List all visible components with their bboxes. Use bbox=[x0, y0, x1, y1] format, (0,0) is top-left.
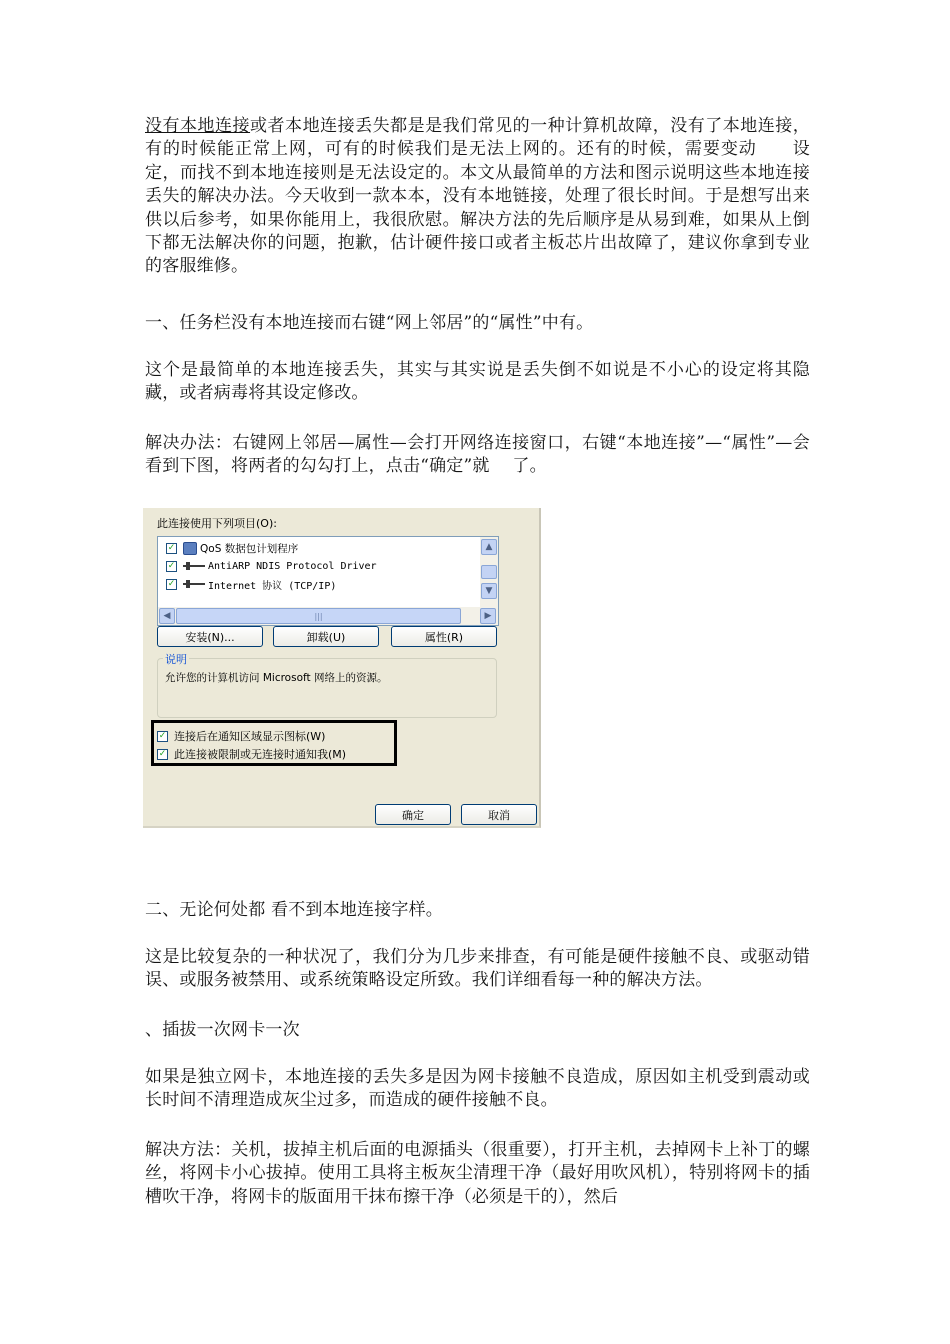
scroll-left-icon[interactable]: ◀ bbox=[159, 608, 175, 624]
items-listbox[interactable] bbox=[157, 536, 499, 626]
step1-heading: 、插拔一次网卡一次 bbox=[145, 1020, 300, 1040]
install-button[interactable]: 安装(N)... bbox=[157, 626, 263, 647]
option-label: 连接后在通知区域显示图标(W) bbox=[174, 730, 326, 743]
properties-button[interactable]: 属性(R) bbox=[391, 626, 497, 647]
properties-dialog-screenshot bbox=[143, 508, 541, 828]
section2-heading: 二、无论何处都 看不到本地连接字样。 bbox=[145, 900, 444, 920]
section2-paragraph-2: 如果是独立网卡，本地连接的丢失多是因为网卡接触不良造成，原因如主机受到震动或长时间不清理造成灰尘过多，而造成的硬件接触不良。 bbox=[145, 1067, 810, 1111]
checkbox-icon[interactable]: ✓ bbox=[167, 578, 176, 589]
scroll-thumb[interactable] bbox=[176, 608, 461, 624]
scroll-right-icon[interactable]: ▶ bbox=[480, 608, 496, 624]
option-label: 此连接被限制或无连接时通知我(M) bbox=[174, 748, 347, 761]
checkbox-icon[interactable]: ✓ bbox=[167, 560, 176, 571]
list-item-label: Internet 协议 (TCP/IP) bbox=[208, 580, 337, 592]
intro-paragraph bbox=[145, 115, 810, 279]
section1-heading: 一、任务栏没有本地连接而右键“网上邻居”的“属性”中有。 bbox=[145, 313, 594, 333]
ok-button[interactable]: 确定 bbox=[375, 804, 451, 825]
scroll-down-icon[interactable]: ▼ bbox=[481, 583, 497, 599]
scroll-thumb[interactable] bbox=[481, 565, 497, 579]
scroll-grip: ||| bbox=[314, 611, 323, 621]
list-item[interactable] bbox=[166, 575, 336, 593]
description-group bbox=[157, 658, 497, 718]
description-text: 允许您的计算机访问 Microsoft 网络上的资源。 bbox=[165, 672, 388, 684]
uninstall-button[interactable]: 卸载(U) bbox=[273, 626, 379, 647]
section2-paragraph-1: 这是比较复杂的一种状况了，我们分为几步来排查，有可能是硬件接触不良、或驱动错误、或服务被禁用、或系统策略设定所致。我们详细看每一种的解决方法。 bbox=[145, 947, 810, 991]
notify-option[interactable] bbox=[157, 746, 346, 762]
section2-paragraph-3: 解决方法：关机，拔掉主机后面的电源插头（很重要），打开主机，去掉网卡上补丁的螺丝，将网卡小心拔掉。使用工具将主板灰尘清理干净（最好用吹风机），特别将网卡的插槽吹干净，将网卡的版面用干抹布擦干净（必须是干的），然后 bbox=[145, 1140, 810, 1207]
show-icon-option[interactable] bbox=[157, 728, 325, 744]
list-item-label: AntiARP NDIS Protocol Driver bbox=[208, 560, 377, 572]
cancel-button[interactable]: 取消 bbox=[461, 804, 537, 825]
list-item-label: QoS 数据包计划程序 bbox=[200, 542, 299, 555]
vertical-scrollbar[interactable] bbox=[480, 537, 498, 607]
section1-paragraph-2: 解决办法：右键网上邻居—属性—会打开网络连接窗口，右键“本地连接”—“属性”—会看到下图，将两者的勾勾打上，点击“确定”就 了。 bbox=[145, 433, 810, 477]
items-label: 此连接使用下列项目(O): bbox=[157, 517, 277, 530]
qos-icon bbox=[183, 542, 197, 555]
network-protocol-icon bbox=[183, 562, 205, 570]
intro-link[interactable]: 没有本地连接 bbox=[145, 116, 251, 136]
description-legend: 说明 bbox=[165, 653, 187, 666]
list-item[interactable] bbox=[166, 539, 298, 557]
checkbox-icon[interactable]: ✓ bbox=[167, 542, 176, 553]
checkbox-icon[interactable]: ✓ bbox=[158, 748, 167, 759]
checkbox-icon[interactable]: ✓ bbox=[158, 730, 167, 741]
intro-text: 或者本地连接丢失都是是我们常见的一种计算机故障，没有了本地连接，有的时候能正常上网，可有的时候我们是无法上网的。还有的时候，需要变动 设定，而找不到本地连接则是无法设定的。本文从最简单的方法和图示说明这些本地连接丢失的解决办法。今天收到一款本本，没有本地链接，处理了很长时间。于是想写出来供以后参考，如果你能用上，我很欣慰。解决方法的先后顺序是从易到难，如果从上倒下都无法解决你的问题，抱歉，估计硬件接口或者主板芯片出故障了，建议你拿到专业的客服维修。 bbox=[145, 116, 810, 277]
section1-paragraph-1: 这个是最简单的本地连接丢失，其实与其实说是丢失倒不如说是不小心的设定将其隐藏，或者病毒将其设定修改。 bbox=[145, 360, 810, 404]
network-protocol-icon bbox=[183, 580, 205, 588]
list-item[interactable] bbox=[166, 557, 377, 575]
scroll-up-icon[interactable]: ▲ bbox=[481, 539, 497, 555]
horizontal-scrollbar[interactable] bbox=[158, 607, 498, 625]
